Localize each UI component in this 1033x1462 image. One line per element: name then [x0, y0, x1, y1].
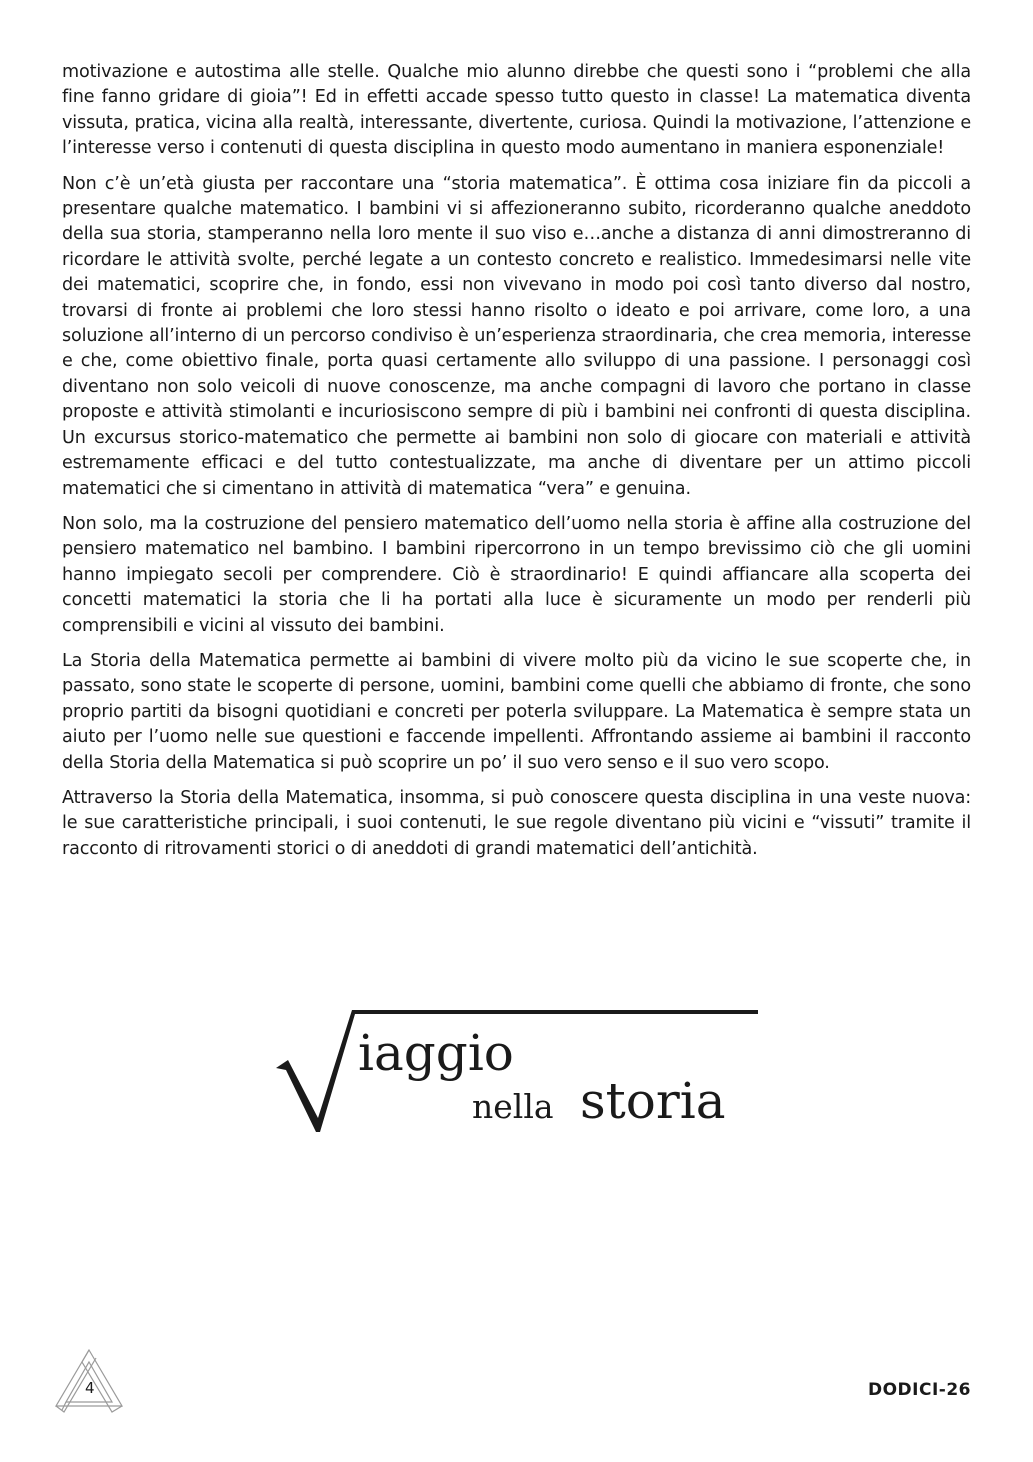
article-body — [62, 60, 971, 872]
paragraph-1: motivazione e autostima alle stelle. Qualche mio alunno direbbe che questi sono i “problemi che alla fine fanno gridare di gioia”! Ed in effetti accade spesso tutto questo in classe! La matematica diventa vissuta, pratica, vicina alla realtà, interessante, divertente, curiosa. Quindi la motivazione, l’attenzione e l’interesse verso i contenuti di questa disciplina in questo modo aumentano in maniera esponenziale! — [62, 62, 971, 159]
logo-word-storia: storia — [580, 1072, 726, 1130]
viaggio-nella-storia-logo — [274, 1010, 760, 1138]
square-root-logo-graphic — [274, 1010, 760, 1138]
paragraph-2: Non c’è un’età giusta per raccontare una “storia matematica”. È ottima cosa iniziare fin da piccoli a presentare qualche matematico. I bambini vi si affezioneranno subito, ricorderanno qualche aneddoto della sua storia, stamperanno nella loro mente il suo viso e…anche a distanza di anni dimostreranno di ricordare le attività svolte, perché legate a un contesto concreto e realistico. Immedesimarsi nelle vite dei matematici, scoprire che, in fondo, essi non vivevano in modo poi così tanto diverso dal nostro, trovarsi di fronte ai problemi che loro stessi hanno risolto o ideato e poi arrivare, come loro, a una soluzione all’interno di un percorso condiviso è un’esperienza straordinaria, che crea memoria, interesse e che, come obiettivo finale, porta quasi certamente allo sviluppo di una passione. I personaggi così diventano non solo veicoli di nuove conoscenze, ma anche compagni di lavoro che portano in classe proposte e attività stimolanti e incuriosiscono sempre di più i bambini nei confronti di questa disciplina. Un excursus storico-matematico che permette ai bambini non solo di giocare con materiali e attività estremamente efficaci e del tutto contestualizzate, ma anche di diventare per un attimo piccoli matematici che si cimentano in attività di matematica “vera” e genuina. — [62, 173, 971, 499]
paragraph-4: La Storia della Matematica permette ai bambini di vivere molto più da vicino le sue scoperte che, in passato, sono state le scoperte di persone, uomini, bambini come quelli che abbiamo di fronte, che sono proprio partiti da bisogni quotidiani e concreti per poterla sviluppare. La Matematica è sempre stata un aiuto per l’uomo nelle sue questioni e faccende impellenti. Affrontando assieme ai bambini il racconto della Storia della Matematica si può scoprire un po’ il suo vero senso e il suo vero scopo. — [62, 650, 971, 773]
logo-word-iaggio: iaggio — [358, 1024, 514, 1082]
paragraph-5: Attraverso la Storia della Matematica, insomma, si può conoscere questa disciplina in una veste nuova: le sue caratteristiche principali, i suoi contenuti, le sue regole diventano più vicini e “vissuti” tramite il racconto di ritrovamenti storici o di aneddoti di grandi matematici dell’antichità. — [62, 787, 971, 859]
paragraph-3: Non solo, ma la costruzione del pensiero matematico dell’uomo nella storia è affine alla costruzione del pensiero matematico nel bambino. I bambini ripercorrono in un tempo brevissimo ciò che gli uomini hanno impiegato secoli per comprendere. Ciò è straordinario! E quindi affiancare alla scoperta dei concetti matematici la storia che li ha portati alla luce è sicuramente un modo per renderli più comprensibili e vicini al vissuto dei bambini. — [62, 513, 971, 636]
footer-brand: DODICI-26 — [867, 1380, 971, 1400]
logo-word-nella: nella — [472, 1087, 554, 1126]
page-number: 4 — [85, 1379, 95, 1397]
